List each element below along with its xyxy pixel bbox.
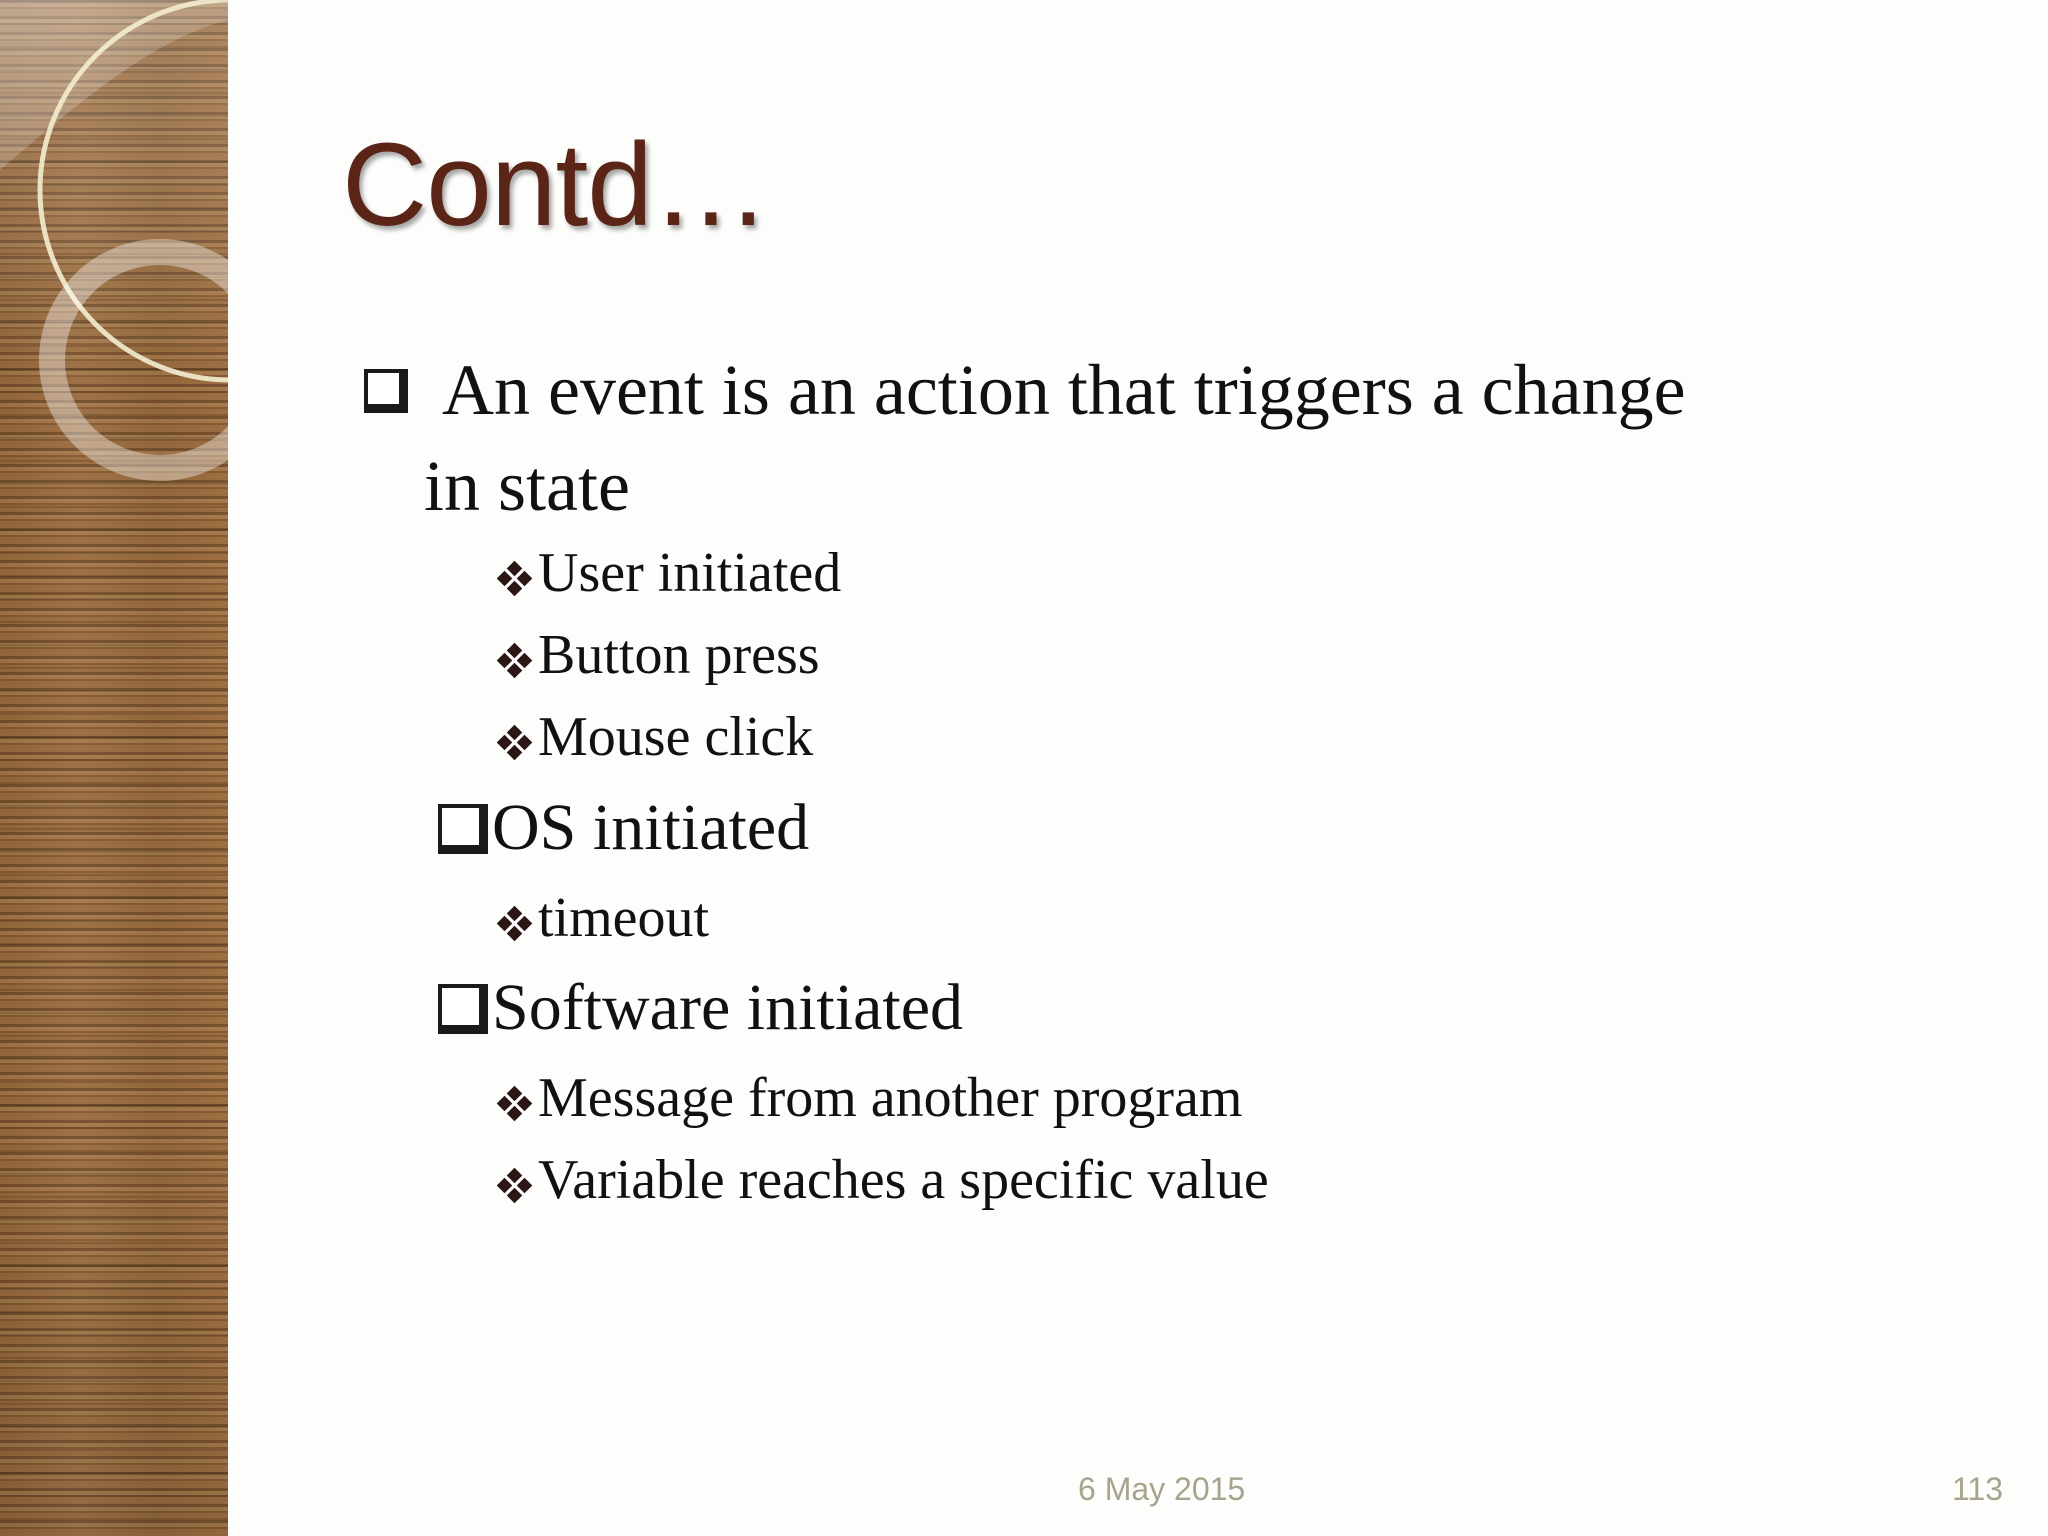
bullet-text: An event is an action that triggers a change (442, 350, 1686, 430)
bullet-text: Button press (538, 624, 820, 686)
bullet-text: Mouse click (538, 706, 814, 768)
bullet-text: User initiated (538, 542, 842, 604)
square-bullet-icon (438, 804, 488, 854)
slide-title: Contd… (342, 119, 769, 251)
square-bullet-icon (364, 369, 408, 413)
sub-bullet-mouse-click (494, 702, 813, 772)
footer-page-number: 113 (1952, 1471, 2004, 1507)
sub-bullet-variable-reaches-value (494, 1145, 1269, 1215)
bullet-text: Software initiated (492, 971, 964, 1044)
sub-bullet-button-press (494, 620, 820, 690)
footer-date: 6 May 2015 (1078, 1471, 1246, 1507)
bullet-text: timeout (538, 887, 710, 949)
sub-bullet-message-from-program (494, 1063, 1242, 1133)
diamond-bullet-icon (494, 721, 536, 763)
bullet-os-initiated (438, 788, 809, 868)
diamond-bullet-icon (494, 639, 536, 681)
diamond-bullet-icon (494, 902, 536, 944)
bullet-text-continuation: in state (424, 446, 630, 526)
square-bullet-icon (438, 984, 488, 1034)
diamond-bullet-icon (494, 1164, 536, 1206)
diamond-bullet-icon (494, 557, 536, 599)
bullet-text: OS initiated (492, 791, 810, 864)
bullet-text: Variable reaches a specific value (538, 1149, 1269, 1211)
bullet-event-definition (364, 342, 2014, 534)
bullet-software-initiated (438, 968, 963, 1048)
diamond-bullet-icon (494, 1082, 536, 1124)
sub-bullet-timeout (494, 883, 709, 953)
bullet-text: Message from another program (538, 1067, 1243, 1129)
sub-bullet-user-initiated (494, 538, 841, 608)
